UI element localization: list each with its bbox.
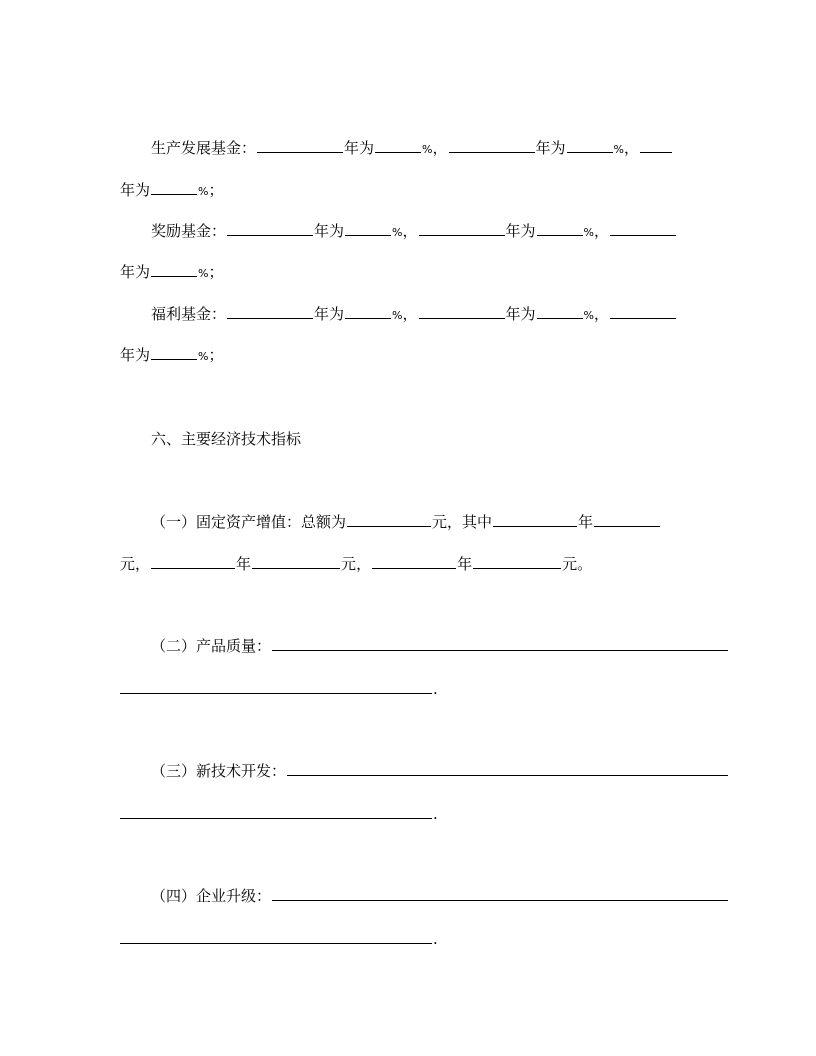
- item1-amount3-blank[interactable]: [473, 552, 561, 569]
- percent-sign: %: [583, 309, 594, 322]
- production-fund-line-2: [120, 178, 698, 202]
- among-text: ，其中: [447, 513, 493, 531]
- welfare-fund-line: [120, 302, 729, 326]
- item1-end-text: 元。: [562, 555, 593, 573]
- item3-line: [120, 759, 729, 783]
- item3-blank[interactable]: [287, 759, 728, 776]
- item2-label: （二）产品质量：: [151, 637, 272, 655]
- year-is-text: 年为: [344, 139, 375, 157]
- period-text: .: [433, 805, 438, 823]
- percent-sign: %: [198, 185, 209, 198]
- year-is-text: 年为: [505, 305, 536, 323]
- production-pct3-blank[interactable]: [151, 178, 197, 195]
- welfare-pct2-blank[interactable]: [537, 302, 583, 319]
- item4-blank-2[interactable]: [120, 927, 432, 944]
- production-pct2-blank[interactable]: [567, 136, 613, 153]
- production-year1-blank[interactable]: [257, 136, 343, 153]
- year-is-text: 年为: [314, 305, 345, 323]
- item2-line: [120, 634, 729, 658]
- item1-year3-blank[interactable]: [372, 552, 456, 569]
- semicolon-text: ；: [208, 181, 224, 199]
- semicolon-text: ；: [208, 263, 224, 281]
- item1-amount2-blank[interactable]: [252, 552, 340, 569]
- welfare-fund-line-2: [120, 343, 698, 367]
- period-text: .: [433, 680, 438, 698]
- reward-pct3-blank[interactable]: [151, 260, 197, 277]
- comma-text: ，: [135, 555, 151, 573]
- welfare-pct3-blank[interactable]: [151, 343, 197, 360]
- year-text: 年: [236, 555, 252, 573]
- welfare-pct1-blank[interactable]: [345, 302, 391, 319]
- year-is-text: 年为: [120, 181, 151, 199]
- welfare-year2-blank[interactable]: [419, 302, 505, 319]
- item3-line-2: [120, 802, 698, 826]
- comma-text: ，: [402, 305, 418, 323]
- percent-sign: %: [583, 226, 594, 239]
- production-pct1-blank[interactable]: [375, 136, 421, 153]
- item3-blank-2[interactable]: [120, 802, 432, 819]
- reward-pct1-blank[interactable]: [345, 219, 391, 236]
- percent-sign: %: [392, 226, 403, 239]
- production-year2-blank[interactable]: [449, 136, 535, 153]
- item1-line-2: [120, 552, 698, 576]
- item4-blank[interactable]: [272, 884, 728, 901]
- item3-label: （三）新技术开发：: [151, 762, 287, 780]
- comma-text: ，: [623, 139, 639, 157]
- production-year3-blank[interactable]: [640, 136, 672, 153]
- year-is-text: 年为: [535, 139, 566, 157]
- item4-line-2: [120, 927, 698, 951]
- percent-sign: %: [613, 143, 624, 156]
- reward-year3-blank[interactable]: [610, 219, 676, 236]
- item1-line: [120, 510, 729, 534]
- item1-total-blank[interactable]: [347, 510, 431, 527]
- item1-label: （一）固定资产增值：总额为: [151, 513, 347, 531]
- yuan-text: 元: [341, 555, 357, 573]
- year-is-text: 年为: [505, 222, 536, 240]
- item2-line-2: [120, 677, 698, 701]
- reward-fund-line: [120, 219, 729, 243]
- comma-text: ，: [432, 139, 448, 157]
- welfare-year1-blank[interactable]: [227, 302, 313, 319]
- year-text: 年: [578, 513, 594, 531]
- reward-pct2-blank[interactable]: [537, 219, 583, 236]
- semicolon-text: ；: [208, 346, 224, 364]
- reward-fund-label: 奖励基金：: [151, 222, 227, 240]
- item2-blank-2[interactable]: [120, 677, 432, 694]
- welfare-year3-blank[interactable]: [610, 302, 676, 319]
- comma-text: ，: [593, 305, 609, 323]
- item1-amount1-blank[interactable]: [594, 510, 660, 527]
- year-text: 年: [457, 555, 473, 573]
- comma-text: ，: [356, 555, 372, 573]
- production-fund-label: 生产发展基金：: [151, 139, 257, 157]
- item4-line: [120, 884, 729, 908]
- yuan-text: 元: [120, 555, 136, 573]
- year-is-text: 年为: [314, 222, 345, 240]
- percent-sign: %: [198, 267, 209, 280]
- welfare-fund-label: 福利基金：: [151, 305, 227, 323]
- reward-fund-line-2: [120, 260, 698, 284]
- comma-text: ，: [402, 222, 418, 240]
- percent-sign: %: [422, 143, 433, 156]
- production-fund-line: [120, 136, 729, 160]
- yuan-text: 元: [432, 513, 448, 531]
- item2-blank[interactable]: [272, 634, 728, 651]
- comma-text: ，: [593, 222, 609, 240]
- reward-year1-blank[interactable]: [227, 219, 313, 236]
- item1-year1-blank[interactable]: [493, 510, 577, 527]
- percent-sign: %: [392, 309, 403, 322]
- year-is-text: 年为: [120, 263, 151, 281]
- reward-year2-blank[interactable]: [419, 219, 505, 236]
- section6-title: [120, 427, 729, 451]
- percent-sign: %: [198, 350, 209, 363]
- item1-year2-blank[interactable]: [151, 552, 235, 569]
- year-is-text: 年为: [120, 346, 151, 364]
- period-text: .: [433, 930, 438, 948]
- item4-label: （四）企业升级：: [151, 887, 272, 905]
- section6-title-text: 六、主要经济技术指标: [151, 430, 302, 448]
